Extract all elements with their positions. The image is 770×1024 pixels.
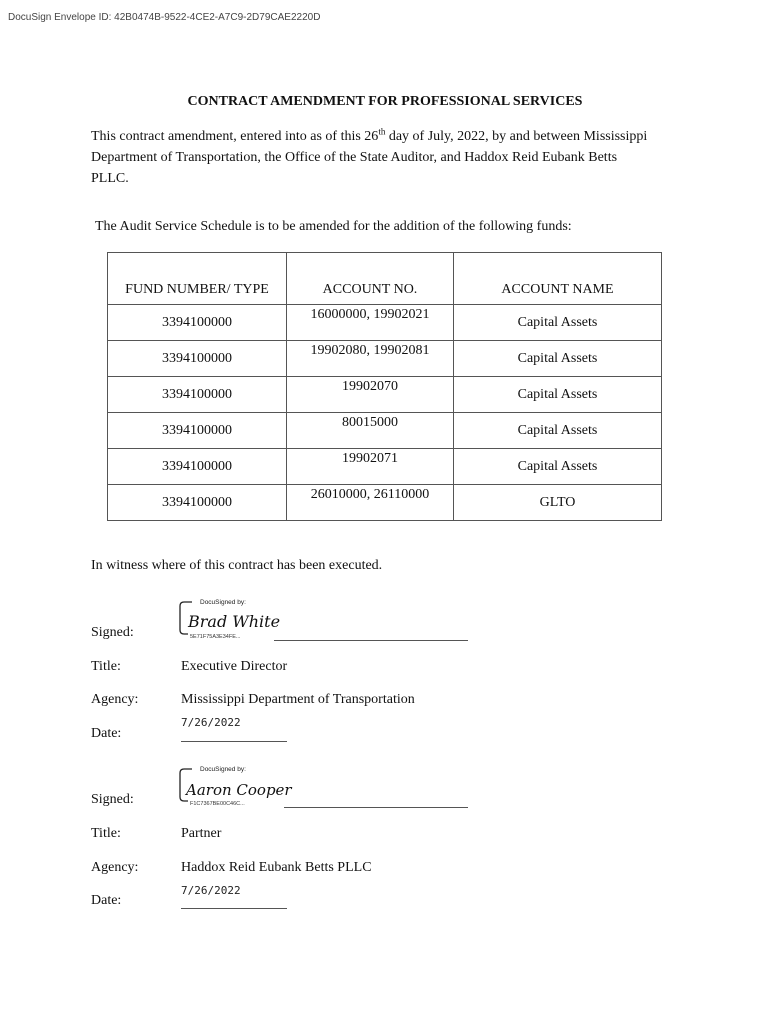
docusign-signature-box-2 (178, 764, 292, 807)
account-no-cell: 26010000, 26110000 (287, 485, 454, 521)
date-value-1: 7/26/2022 (181, 716, 241, 729)
docusign-signature-box-1 (178, 597, 281, 640)
date-line-2 (181, 908, 287, 909)
intro-superscript: th (378, 126, 386, 137)
fund-number-cell: 3394100000 (108, 413, 287, 449)
agency-value-2: Haddox Reid Eubank Betts PLLC (181, 860, 372, 875)
title-label-2: Title: (91, 826, 121, 841)
agency-label-1: Agency: (91, 692, 139, 707)
header-account-no: ACCOUNT NO. (287, 253, 454, 305)
account-no-cell: 80015000 (287, 413, 454, 449)
fund-number-cell: 3394100000 (108, 449, 287, 485)
account-name-cell: Capital Assets (454, 449, 662, 485)
account-name-cell: Capital Assets (454, 413, 662, 449)
date-label-2: Date: (91, 893, 122, 908)
fund-number-cell: 3394100000 (108, 485, 287, 521)
signature-id-1: 5E71F75A3E34FE... (190, 634, 241, 640)
table-row (108, 485, 662, 521)
date-line-1 (181, 741, 287, 742)
intro-paragraph (91, 126, 651, 189)
table-row (108, 341, 662, 377)
docusigned-by-label-2: DocuSigned by: (200, 766, 246, 773)
schedule-text: The Audit Service Schedule is to be amended for the addition of the following funds: (95, 219, 572, 234)
signed-label-2: Signed: (91, 792, 134, 807)
agency-value-1: Mississippi Department of Transportation (181, 692, 415, 707)
table-row (108, 377, 662, 413)
header-fund-number: FUND NUMBER/ TYPE (108, 253, 287, 305)
table-row (108, 449, 662, 485)
signature-id-2: F1C7367BE00C46C... (190, 801, 245, 807)
account-name-cell: Capital Assets (454, 377, 662, 413)
signature-line-1 (274, 640, 468, 641)
signature-script-2: Aaron Cooper (186, 781, 292, 799)
document-title: CONTRACT AMENDMENT FOR PROFESSIONAL SERVICES (187, 94, 583, 109)
table-header-row (108, 253, 662, 305)
intro-text-start: This contract amendment, entered into as of this 26 (91, 129, 379, 144)
fund-number-cell: 3394100000 (108, 305, 287, 341)
account-no-cell: 16000000, 19902021 (287, 305, 454, 341)
envelope-id: DocuSign Envelope ID: 42B0474B-9522-4CE2-A7C9-2D79CAE2220D (8, 12, 321, 23)
signature-line-2 (284, 807, 468, 808)
table-row (108, 413, 662, 449)
account-no-cell: 19902080, 19902081 (287, 341, 454, 377)
docusigned-by-label-1: DocuSigned by: (200, 599, 246, 606)
account-no-cell: 19902071 (287, 449, 454, 485)
signature-script-1: Brad White (188, 612, 281, 631)
title-value-2: Partner (181, 826, 222, 841)
agency-label-2: Agency: (91, 860, 139, 875)
table-row (108, 305, 662, 341)
date-value-2: 7/26/2022 (181, 884, 241, 897)
account-no-cell: 19902070 (287, 377, 454, 413)
title-value-1: Executive Director (181, 659, 288, 674)
header-account-name: ACCOUNT NAME (454, 253, 662, 305)
account-name-cell: Capital Assets (454, 341, 662, 377)
date-label-1: Date: (91, 726, 122, 741)
witness-statement: In witness where of this contract has been executed. (91, 558, 383, 573)
funds-table (107, 252, 662, 521)
account-name-cell: GLTO (454, 485, 662, 521)
title-label-1: Title: (91, 659, 121, 674)
account-name-cell: Capital Assets (454, 305, 662, 341)
fund-number-cell: 3394100000 (108, 341, 287, 377)
intro-text-end: day of July, 2022, by and between Mississippi Department of Transportation, the Office of the State Auditor, and Haddox Reid Eubank Betts PLLC. (91, 129, 648, 186)
signed-label-1: Signed: (91, 625, 134, 640)
fund-number-cell: 3394100000 (108, 377, 287, 413)
